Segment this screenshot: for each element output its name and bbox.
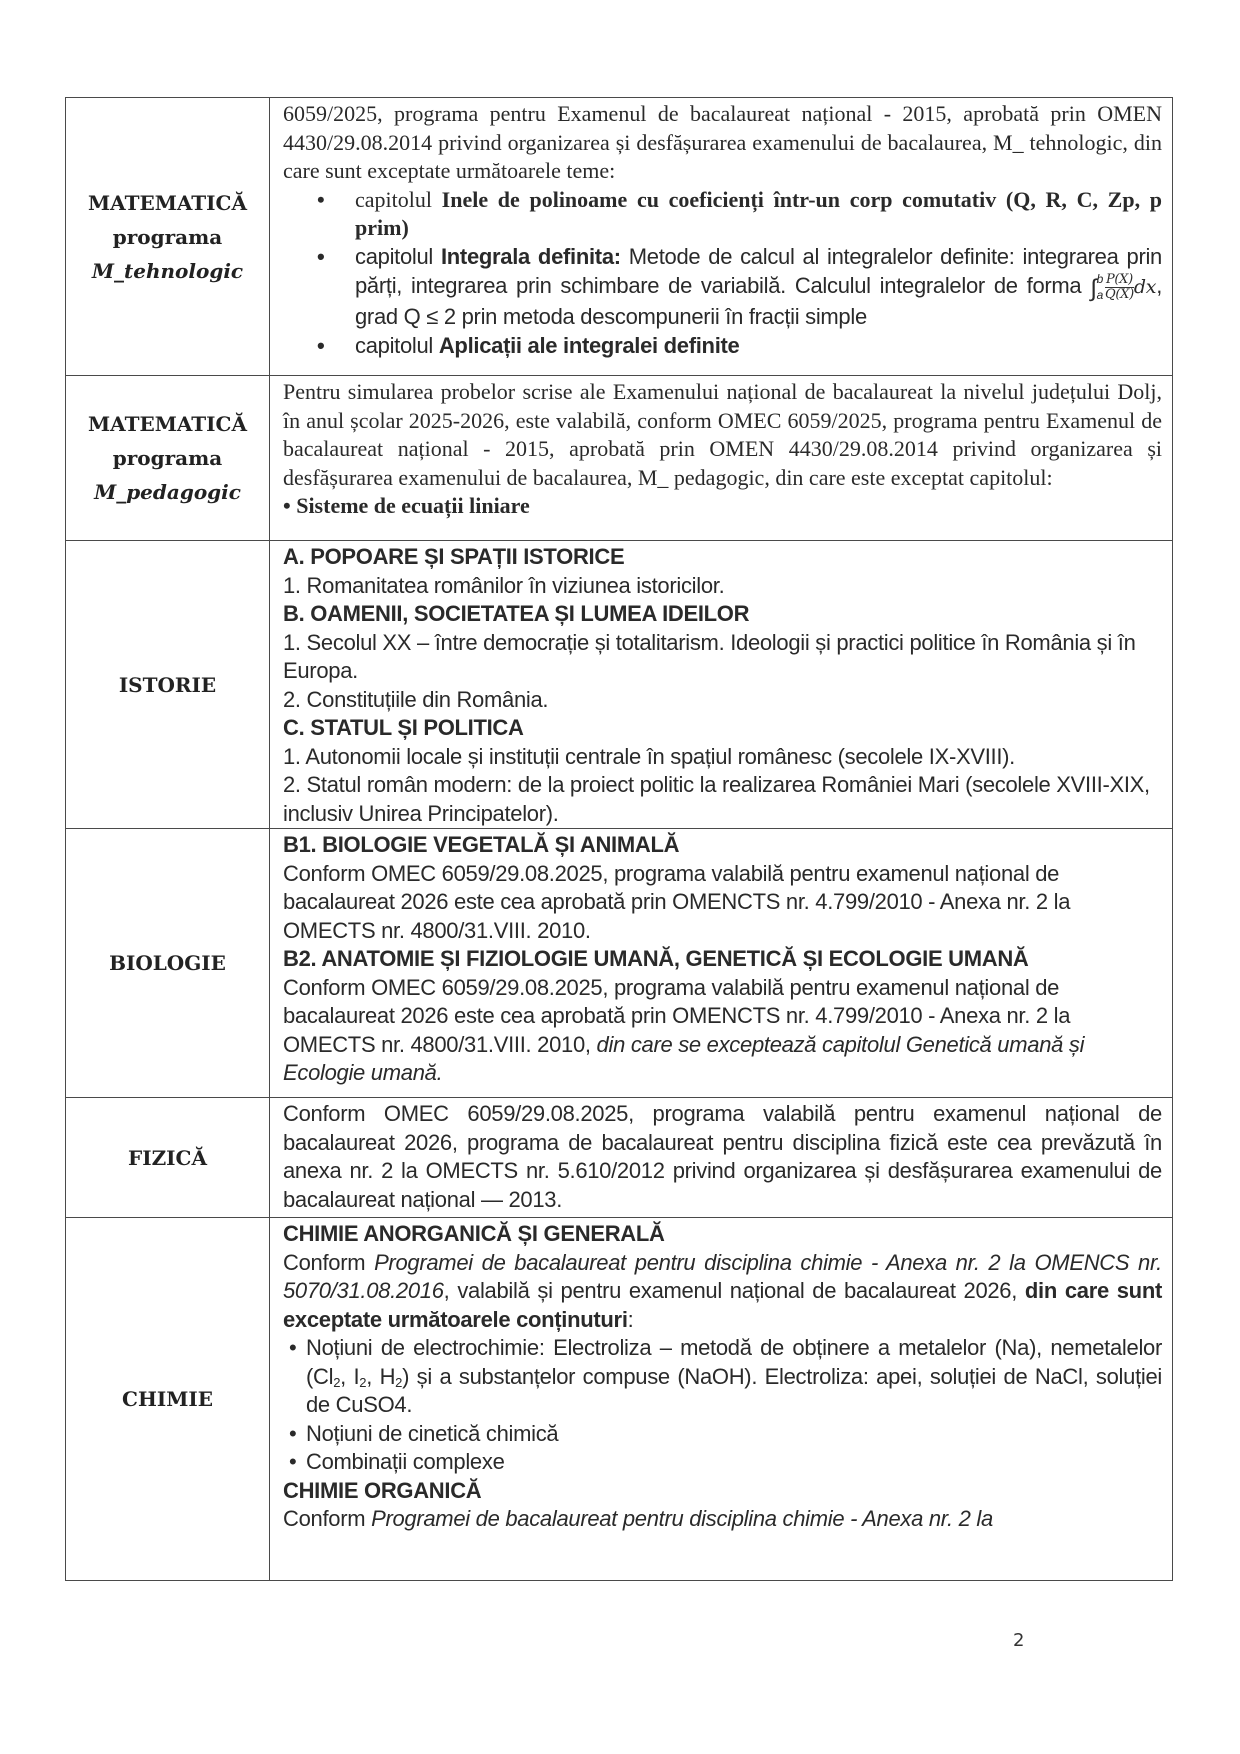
subject-cell: [66, 376, 270, 541]
item-prefix: capitolul: [355, 332, 439, 358]
section-heading: CHIMIE ANORGANICĂ ȘI GENERALĂ: [283, 1221, 665, 1246]
subject-cell: [66, 98, 270, 376]
numerator: P(X): [1105, 271, 1133, 287]
section-text: Conform OMEC 6059/29.08.2025, programa valabilă pentru examenul național de bacalaureat 2026 este cea aprobată prin OMENCTS nr. 4.799/2010 - Anexa nr. 2 la OMECTS nr. 4800/31.VIII. 2010.: [283, 860, 1071, 943]
item-prefix: capitolul: [355, 243, 441, 269]
section-text: [283, 974, 1162, 1088]
list-item: [306, 1334, 1162, 1420]
text-end: :: [627, 1306, 634, 1332]
list-item: [355, 332, 1162, 361]
text-mid: , valabilă și pentru examenul național de bacalaureat 2026,: [443, 1278, 1025, 1303]
content-cell: [270, 829, 1173, 1098]
text-prefix: Conform: [283, 1249, 375, 1275]
section-item: 1. Secolul XX – între democrație și totalitarism. Ideologii și practici politice în România și în Europa.: [283, 629, 1136, 683]
excluded-chapter: • Sisteme de ecuații liniare: [283, 493, 530, 518]
subscript: 2: [395, 1374, 403, 1390]
content-cell: [270, 1098, 1173, 1218]
subject-cell: [66, 541, 270, 829]
upper-limit: b: [1096, 272, 1103, 286]
section-heading: B1. BIOLOGIE VEGETALĂ ȘI ANIMALĂ: [283, 832, 680, 857]
table-row-chimie: [66, 1218, 1173, 1581]
subject-program-type: M_tehnologic: [91, 258, 244, 283]
subject-name: MATEMATICĂ: [88, 190, 247, 215]
lower-limit: a: [1096, 288, 1103, 302]
content-cell: [270, 376, 1173, 541]
text-italic: Programei de bacalaureat pentru disciplina chimie - Anexa nr. 2 la: [371, 1506, 993, 1531]
subject-name: CHIMIE: [122, 1387, 213, 1411]
denominator: Q(X): [1105, 286, 1134, 302]
subscript: 2: [359, 1374, 367, 1390]
list-item: • Noțiuni de cinetică chimică: [306, 1420, 1162, 1449]
section-heading: B2. ANATOMIE ȘI FIZIOLOGIE UMANĂ, GENETICĂ ȘI ECOLOGIE UMANĂ: [283, 946, 1029, 971]
text-italic: Programei de bacalaureat pentru disciplina chimie - Anexa nr. 2 la OMENCS nr. 5070/31.08.2016: [283, 1249, 1162, 1303]
table-row-math-tehnologic: [66, 98, 1173, 376]
text-bold: din care sunt exceptate următoarele conținuturi: [283, 1278, 1162, 1332]
section-heading: B. OAMENII, SOCIETATEA ȘI LUMEA IDEILOR: [283, 601, 750, 626]
subject-program-label: programa: [112, 224, 223, 249]
table-row-istorie: [66, 541, 1173, 829]
subject-program-type: M_pedagogic: [94, 480, 241, 504]
item-text: Metode de calcul al integralelor definite: integrarea prin părți, integrarea prin schimbare de variabilă. Calculul integralelor de forma: [355, 243, 1162, 298]
subject-cell: [66, 1098, 270, 1218]
content-cell: [270, 541, 1173, 829]
section-item: 2. Constituțiile din România.: [283, 686, 549, 712]
subject-name: BIOLOGIE: [109, 951, 226, 975]
page-number: 2: [1013, 1630, 1025, 1651]
list-item: [355, 186, 1162, 243]
subject-cell: [66, 1218, 270, 1581]
section-text: [283, 1505, 1162, 1534]
item-bold: Inele de polinoame cu coeficienți într-un corp comutativ (Q, R, C, Zp, p prim): [355, 186, 1163, 240]
list-item: • Combinații complexe: [306, 1448, 1162, 1477]
table-row-biologie: [66, 829, 1173, 1098]
item-bold: Aplicații ale integralei definite: [438, 332, 740, 358]
text-prefix: Conform: [283, 1506, 372, 1531]
integral-formula: ∫ b a $\frac{P(X)}{Q(X)}$ dx: [1090, 271, 1157, 302]
subject-name: MATEMATICĂ: [88, 412, 247, 436]
intro-text: Pentru simularea probelor scrise ale Examenului național de bacalaureat la nivelul județului Dolj, în anul școlar 2025-2026, este valabilă, conform OMEC 6059/2025, programa pentru Examenul de bacalaureat național - 2015, aprobată prin OMEN 4430/29.08.2014 privind organizarea și desfășurarea examenului de bacalaurea, M_ pedagogic, din care este exceptat capitolul:: [283, 379, 1162, 490]
subject-name: FIZICĂ: [128, 1145, 207, 1170]
excluded-chapter-text: Sisteme de ecuații liniare: [296, 493, 530, 518]
section-text-exception: din care se exceptează capitolul Genetică umană și Ecologie umană.: [283, 1031, 1085, 1085]
section-text: Conform OMEC 6059/29.08.2025, programa valabilă pentru examenul național de bacalaureat 2026, programa de bacalaureat pentru disciplina fizică este cea prevăzută în anexa nr. 2 la OMECTS nr. 5.610/2012 privind organizarea și desfășurarea examenului de bacalaureat național — 2013.: [283, 1101, 1162, 1212]
content-cell: [270, 1218, 1173, 1581]
curriculum-table: [65, 97, 1173, 1581]
item-text: , H: [366, 1363, 396, 1389]
section-heading: CHIMIE ORGANICĂ: [283, 1477, 482, 1503]
item-text: ) și a substanțelor compuse (NaOH). Electroliza: apei, soluției de NaCl, soluției de CuSO4.: [306, 1363, 1163, 1417]
table-row-fizica: [66, 1098, 1173, 1218]
subject-program-label: programa: [112, 446, 223, 470]
list-item: [355, 243, 1162, 332]
item-text: , I: [340, 1363, 360, 1389]
subscript: 2: [333, 1374, 341, 1390]
section-item: 1. Romanitatea românilor în viziunea istoricilor.: [283, 572, 725, 598]
subject-name: ISTORIE: [118, 672, 217, 697]
section-heading: C. STATUL ȘI POLITICA: [283, 715, 524, 740]
section-heading: A. POPOARE ȘI SPAȚII ISTORICE: [283, 544, 625, 569]
section-item: 1. Autonomii locale și instituții centrale în spațiul românesc (secolele IX-XVIII).: [283, 743, 1015, 769]
item-prefix: capitolul: [355, 186, 442, 212]
table-row-math-pedagogic: [66, 376, 1173, 541]
differential: dx: [1133, 275, 1157, 298]
subject-cell: [66, 829, 270, 1098]
item-text-2: , grad Q ≤ 2 prin metoda descompunerii în fracții simple: [355, 272, 1162, 330]
section-text-main: Conform OMEC 6059/29.08.2025, programa valabilă pentru examenul național de bacalaureat 2026 este cea aprobată prin OMENCTS nr. 4.799/2010 - Anexa nr. 2 la OMECTS nr. 4800/31.VIII. 2010,: [283, 974, 1071, 1057]
item-text: Noțiuni de electrochimie: Electroliza – metodă de obținere a metalelor (Na), nemetalelor (Cl: [306, 1335, 1162, 1389]
intro-text: 6059/2025, programa pentru Examenul de bacalaureat național - 2015, aprobată prin OMEN 4430/29.08.2014 privind organizarea și desfășurarea examenului de bacalaurea, M_ tehnologic, din care sunt exceptate următoarele teme:: [283, 101, 1162, 183]
item-bold: Integrala definita:: [440, 243, 621, 269]
section-item: 2. Statul român modern: de la proiect politic la realizarea României Mari (secolele XVIII-XIX, inclusiv Unirea Principatelor).: [283, 772, 1150, 826]
excluded-topics-list: [283, 186, 1162, 361]
content-cell: [270, 98, 1173, 376]
section-text: [283, 1249, 1162, 1335]
excluded-contents-list: [283, 1334, 1162, 1477]
